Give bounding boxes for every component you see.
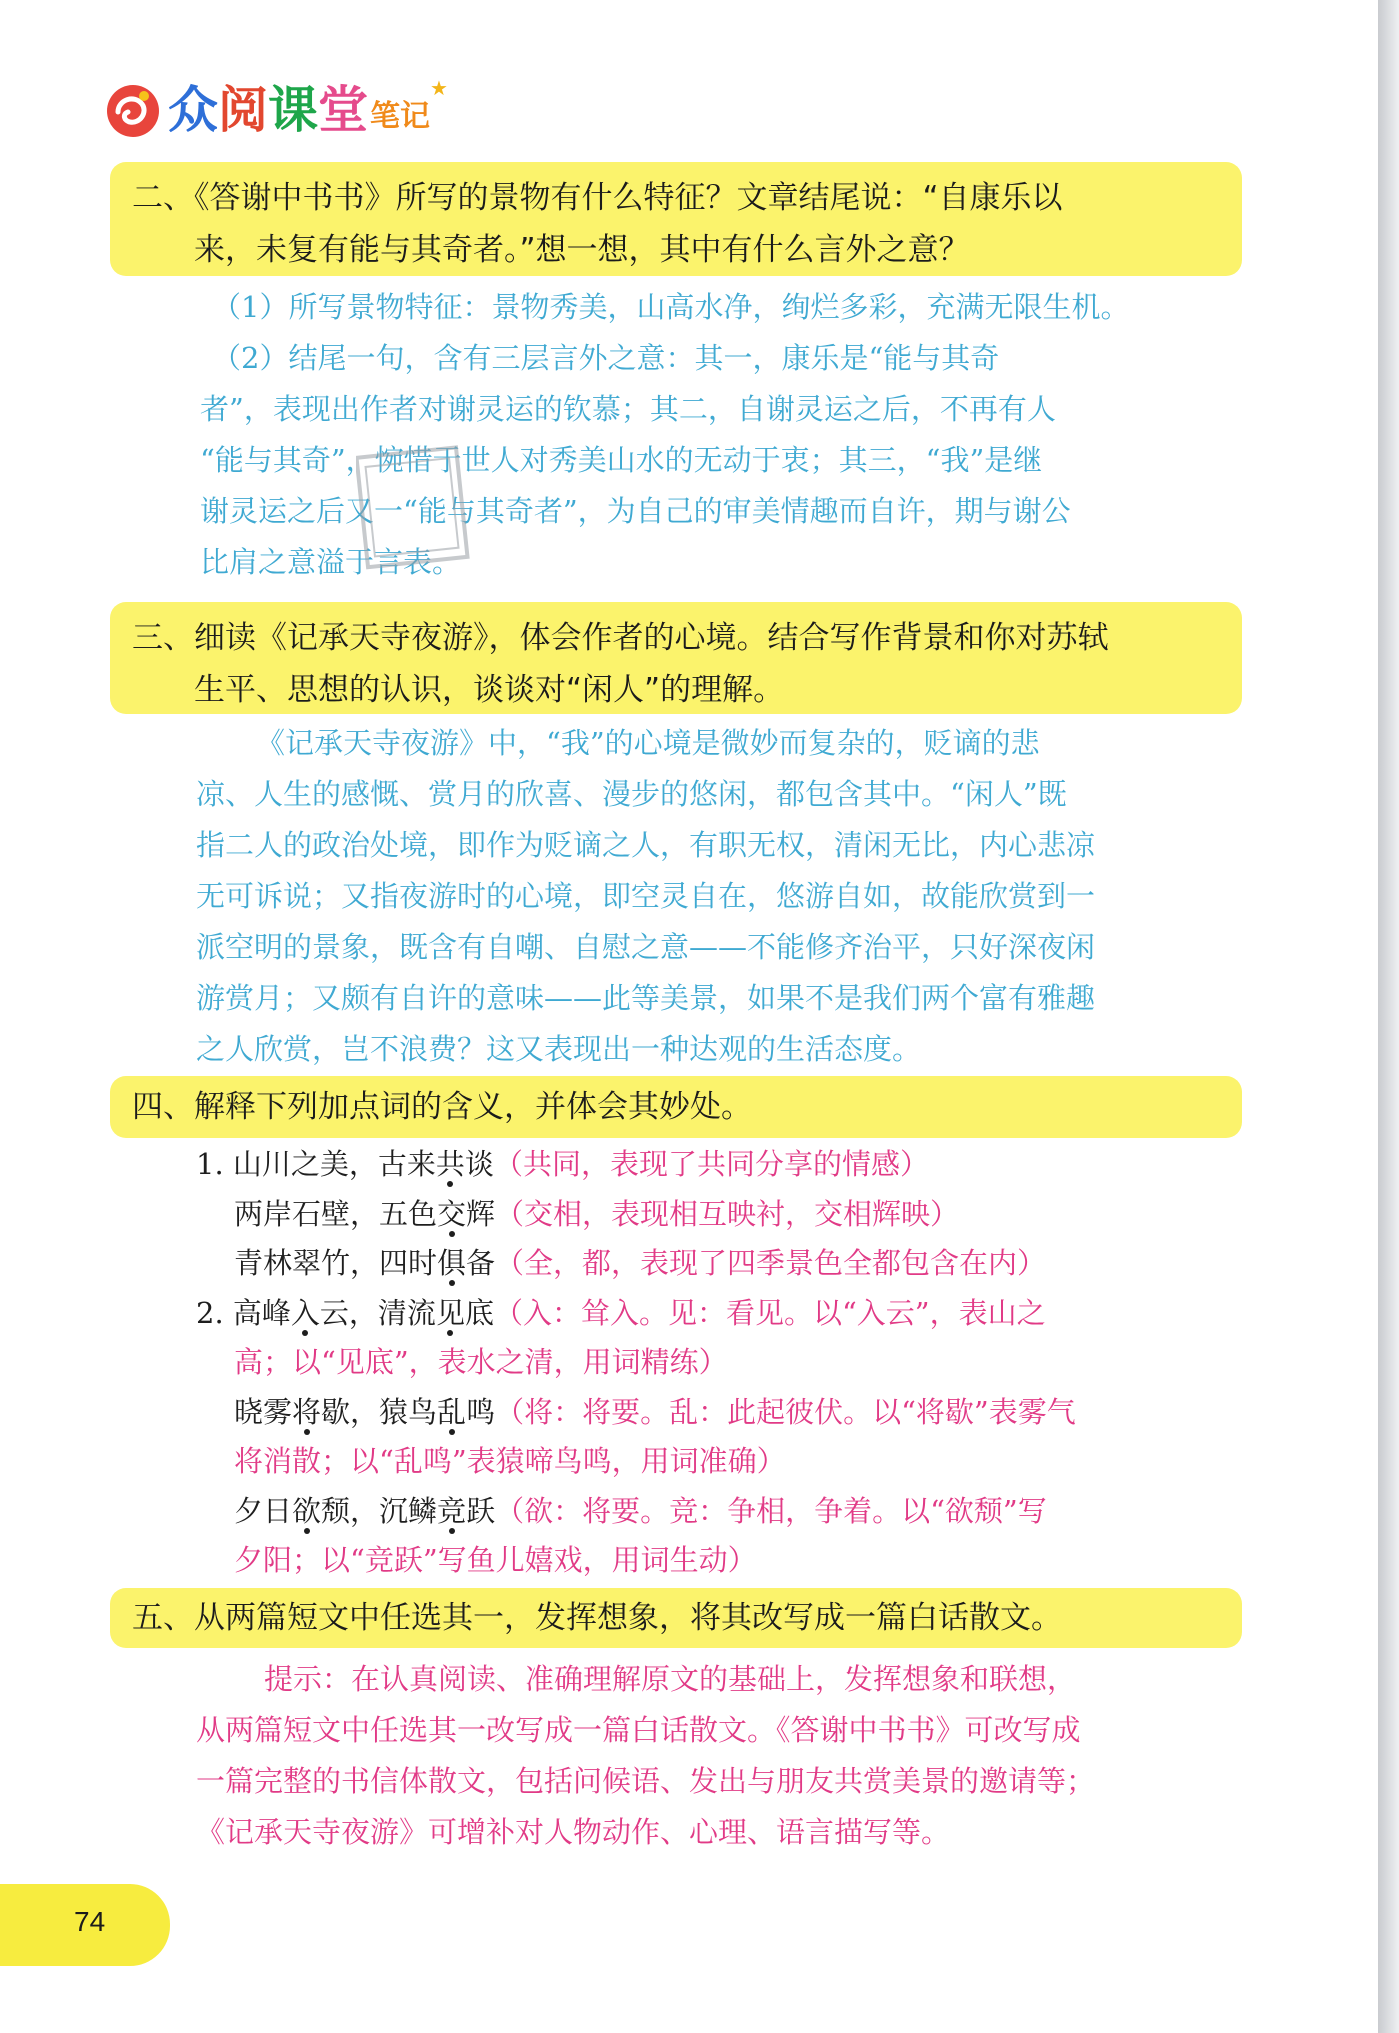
answer-3-line: 凉、人生的感慨、赏月的欣喜、漫步的悠闲，都包含其中。“闲人”既	[196, 777, 1067, 811]
vocab-answer: （全，都，表现了四季景色全都包含在内）	[495, 1246, 1047, 1280]
vocab-text: 备	[466, 1246, 496, 1280]
question-4-line-1: 四、解释下列加点词的含义，并体会其妙处。	[132, 1089, 752, 1125]
brand-main-text: 众阅课堂	[168, 81, 368, 139]
vocab-text: 跃	[466, 1493, 496, 1528]
answer-3-line: 《记承天寺夜游》中，“我”的心境是微妙而复杂的，贬谪的悲	[256, 726, 1040, 760]
vocab-text: 两岸石壁，五色	[234, 1196, 438, 1231]
vocab-answer: （入：耸入。见：看见。以“入云”，表山之	[493, 1295, 1046, 1330]
answer-2-line: （2）结尾一句，含有三层言外之意：其一，康乐是“能与其奇	[212, 341, 1000, 375]
vocab-item-4	[196, 1289, 1246, 1339]
vocab-item-3	[196, 1239, 1246, 1289]
brand-swirl-icon	[104, 82, 162, 140]
brand-sub-text: 笔记	[370, 99, 430, 134]
homework-stamp-icon	[356, 442, 474, 572]
answer-3-line: 之人欣赏，岂不浪费？这又表现出一种达观的生活态度。	[196, 1032, 922, 1066]
vocab-item-1	[196, 1140, 1246, 1190]
vocab-text: 云，清流	[319, 1295, 436, 1330]
answer-3	[196, 718, 1236, 1075]
question-4	[110, 1076, 1242, 1138]
vocab-item-6	[196, 1487, 1246, 1537]
vocab-text: 高峰	[232, 1295, 291, 1330]
vocab-text: 鸣	[466, 1394, 496, 1429]
brand-logo	[104, 70, 448, 140]
page-edge-shadow	[1378, 0, 1399, 2033]
vocab-text: 晓雾	[234, 1394, 293, 1429]
vocab-text: 颓，沉鳞	[321, 1493, 438, 1528]
dotted-word: 入	[290, 1295, 320, 1330]
star-icon: ★	[430, 76, 448, 100]
vocab-answer-cont: 将消散；以“乱鸣”表猿啼鸟鸣，用词准确）	[234, 1444, 786, 1478]
question-2-line-1: 二、《答谢中书书》所写的景物有什么特征？文章结尾说：“自康乐以	[132, 180, 1063, 216]
vocab-answer-cont: 夕阳；以“竞跃”写鱼儿嬉戏，用词生动）	[234, 1543, 757, 1577]
answer-5-line: 一篇完整的书信体散文，包括问候语、发出与朋友共赏美景的邀请等；	[196, 1764, 1096, 1798]
answer-3-line: 派空明的景象，既含有自嘲、自慰之意——不能修齐治平，只好深夜闲	[196, 930, 1096, 964]
answer-5-line: 从两篇短文中任选其一改写成一篇白话散文。《答谢中书书》可改写成	[196, 1713, 1081, 1747]
vocab-answer-cont: 高；以“见底”，表水之清，用词精练）	[234, 1345, 728, 1379]
question-5	[110, 1588, 1242, 1648]
dotted-word: 欲	[292, 1493, 322, 1528]
vocab-item-2	[196, 1190, 1246, 1240]
question-3-line-2: 生平、思想的认识，谈谈对“闲人”的理解。	[194, 672, 785, 708]
answer-3-line: 游赏月；又颇有自许的意味——此等美景，如果不是我们两个富有雅趣	[196, 981, 1096, 1015]
dotted-word: 见	[435, 1295, 465, 1330]
answer-5-line: 提示：在认真阅读、准确理解原文的基础上，发挥想象和联想，	[264, 1662, 1077, 1696]
dotted-word: 共	[435, 1147, 465, 1181]
question-2	[110, 162, 1242, 276]
dotted-word: 将	[292, 1394, 322, 1429]
answer-3-line: 无可诉说；又指夜游时的心境，即空灵自在，悠游自如，故能欣赏到一	[196, 879, 1096, 913]
vocab-answer: （将：将要。乱：此起彼伏。以“将歇”表雾气	[495, 1394, 1076, 1429]
question-5-line-1: 五、从两篇短文中任选其一，发挥想象，将其改写成一篇白话散文。	[132, 1600, 1062, 1636]
question-3-line-1: 三、细读《记承天寺夜游》，体会作者的心境。结合写作背景和你对苏轼	[132, 620, 1109, 656]
answer-5	[196, 1654, 1236, 1858]
vocab-text: 夕日	[234, 1493, 293, 1528]
answer-2-line: 谢灵运之后又一“能与其奇者”，为自己的审美情趣而自许，期与谢公	[200, 494, 1071, 528]
vocab-text: 底	[464, 1295, 494, 1330]
question-3	[110, 602, 1242, 714]
dotted-word: 交	[437, 1196, 467, 1231]
vocab-answer: （欲：将要。竞：争相，争着。以“欲颓”写	[495, 1493, 1047, 1528]
vocab-answer: （交相，表现相互映衬，交相辉映）	[495, 1196, 960, 1231]
answer-5-line: 《记承天寺夜游》可增补对人物动作、心理、语言描写等。	[196, 1815, 951, 1849]
answer-2-line: 者”，表现出作者对谢灵运的钦慕；其二，自谢灵运之后，不再有人	[200, 392, 1056, 426]
vocab-answer: （共同，表现了共同分享的情感）	[493, 1147, 929, 1181]
answer-2-line: “能与其奇”，惋惜于世人对秀美山水的无动于衷；其三，“我”是继	[200, 443, 1043, 477]
vocab-number: 2.	[196, 1295, 224, 1330]
vocab-text: 青林翠竹，四时	[234, 1246, 438, 1280]
page-number: 74	[74, 1906, 106, 1937]
dotted-word: 竞	[437, 1493, 467, 1528]
vocab-text: 谈	[464, 1147, 494, 1181]
vocab-text: 歇，猿鸟	[321, 1394, 438, 1429]
vocab-number: 1.	[196, 1147, 224, 1181]
dotted-word: 乱	[437, 1394, 467, 1429]
vocab-text: 山川之美，古来	[232, 1147, 436, 1181]
answer-2-line: （1）所写景物特征：景物秀美，山高水净，绚烂多彩，充满无限生机。	[212, 290, 1130, 324]
dotted-word: 俱	[437, 1246, 467, 1280]
vocab-text: 辉	[466, 1196, 496, 1231]
vocab-item-5	[196, 1388, 1246, 1438]
question-2-line-2: 来，未复有能与其奇者。”想一想，其中有什么言外之意？	[194, 232, 970, 268]
answer-3-line: 指二人的政治处境，即作为贬谪之人，有职无权，清闲无比，内心悲凉	[196, 828, 1096, 862]
vocab-list	[196, 1140, 1246, 1586]
answer-2-line: 比肩之意溢于言表。	[200, 545, 462, 579]
